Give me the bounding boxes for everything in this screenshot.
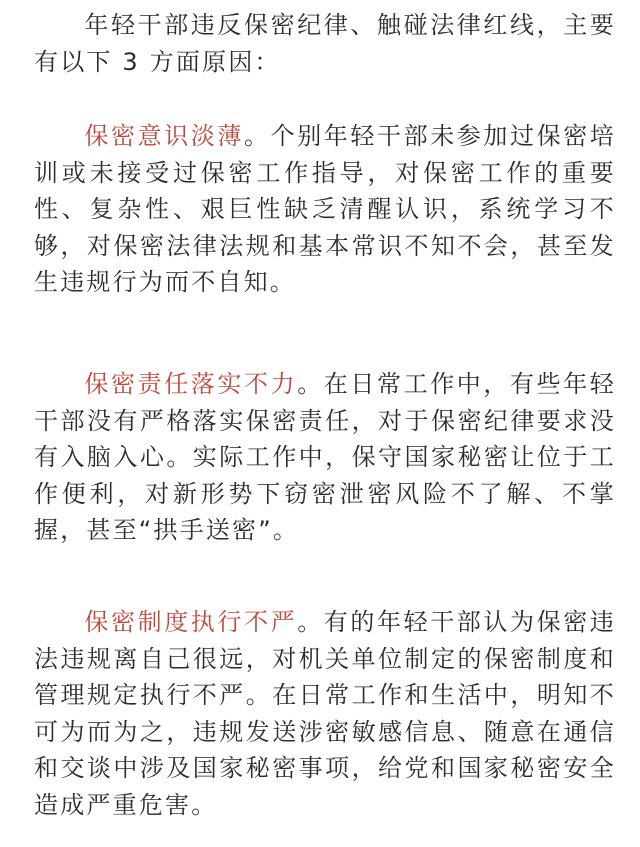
intro-text: 年轻干部违反保密纪律、触碰法律红线，主要有以下 3 方面原因：	[34, 11, 616, 76]
reason-body-2: 。在日常工作中，有些年轻干部没有严格落实保密责任，对于保密纪律要求没有入脑入心。实际工作中，保守国家秘密让位于工作便利，对新形势下窃密泄密风险不了解、不掌握，甚至“拱手送密”。	[34, 370, 616, 544]
reason-heading-1: 保密意识淡薄	[84, 122, 244, 150]
reason-body-1: 。个别年轻干部未参加过保密培训或未接受过保密工作指导，对保密工作的重要性、复杂性、艰巨性缺乏清醒认识，系统学习不够，对保密法律法规和基本常识不知不会，甚至发生违规行为而不自知。	[34, 122, 616, 296]
reason-heading-2: 保密责任落实不力	[84, 370, 298, 398]
reason-body-3: 。有的年轻干部认为保密违法违规离自己很远，对机关单位制定的保密制度和管理规定执行不严。在日常工作和生活中，明知不可为而为之，违规发送涉密敏感信息、随意在通信和交谈中涉及国家秘密事项，给党和国家秘密安全造成严重危害。	[34, 608, 616, 819]
reason-paragraph-1	[34, 118, 616, 301]
reason-heading-3: 保密制度执行不严	[84, 608, 298, 636]
reason-paragraph-3	[34, 604, 616, 823]
intro-paragraph	[34, 7, 616, 80]
reason-paragraph-2	[34, 366, 616, 549]
